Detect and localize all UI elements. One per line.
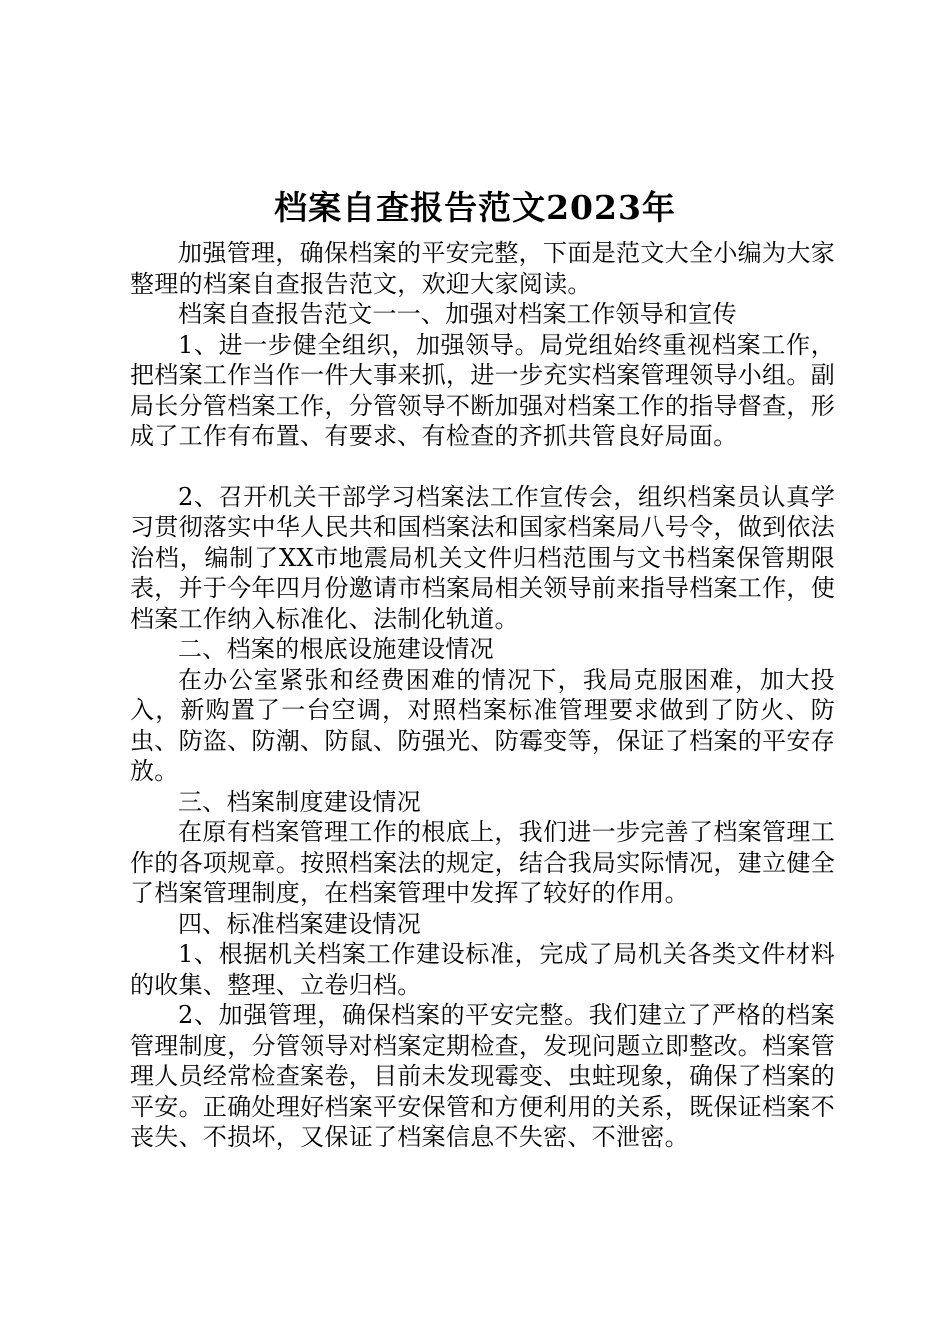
paragraph-facilities: 在办公室紧张和经费困难的情况下，我局克服困难，加大投入，新购置了一台空调，对照档案标准管理要求做到了防火、防虫、防盗、防潮、防鼠、防强光、防霉变等，保证了档案的平安存放。	[130, 665, 835, 785]
document-body	[130, 238, 835, 1153]
section-heading-1: 档案自查报告范文一一、加强对档案工作领导和宣传	[178, 300, 737, 328]
paragraph-management: 2、加强管理，确保档案的平安完整。我们建立了严格的档案管理制度，分管领导对档案定期检查，发现问题立即整改。档案管理人员经常检查案卷，目前未发现霉变、虫蛀现象，确保了档案的平安。正确处理好档案平安保管和方便利用的关系，既保证档案不丧失、不损坏，又保证了档案信息不失密、不泄密。	[130, 1001, 835, 1151]
paragraph-gap	[130, 452, 835, 482]
document-title: 档案自查报告范文2023年	[274, 188, 676, 227]
section-heading-3: 三、档案制度建设情况	[178, 787, 421, 816]
paragraph-intro: 加强管理，确保档案的平安完整，下面是范文大全小编为大家整理的档案自查报告范文，欢迎大家阅读。	[130, 239, 835, 298]
paragraph-organization: 1、进一步健全组织，加强领导。局党组始终重视档案工作，把档案工作当作一件大事来抓，进一步充实档案管理领导小组。副局长分管档案工作，分管领导不断加强对档案工作的指导督查，形成了工作有布置、有要求、有检查的齐抓共管良好局面。	[130, 330, 835, 450]
section-heading-2: 二、档案的根底设施建设情况	[178, 635, 494, 663]
paragraph-meeting: 2、召开机关干部学习档案法工作宣传会，组织档案员认真学习贯彻落实中华人民共和国档案法和国家档案局八号令，做到依法治档，编制了XX市地震局机关文件归档范围与文书档案保管期限表，并于今年四月份邀请市档案局相关领导前来指导档案工作，使档案工作纳入标准化、法制化轨道。	[130, 482, 835, 633]
paragraph-rules: 在原有档案管理工作的根底上，我们进一步完善了档案管理工作的各项规章。按照档案法的规定，结合我局实际情况，建立健全了档案管理制度，在档案管理中发挥了较好的作用。	[130, 818, 835, 907]
section-heading-4: 四、标准档案建设情况	[178, 909, 421, 938]
paragraph-archiving: 1、根据机关档案工作建设标准，完成了局机关各类文件材料的收集、整理、立卷归档。	[130, 940, 835, 999]
